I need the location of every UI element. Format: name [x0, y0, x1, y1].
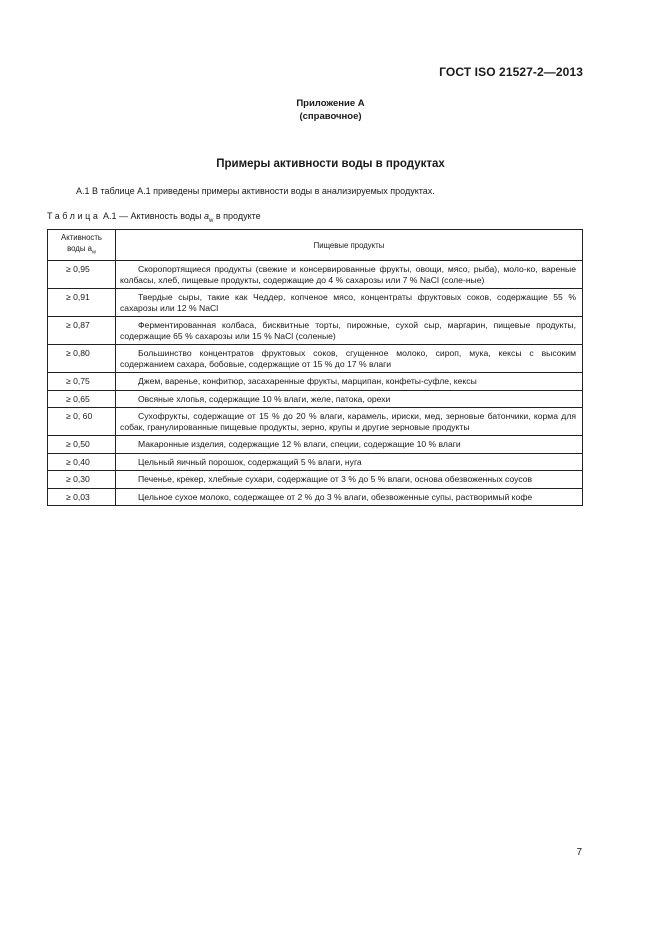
- table-row: [48, 317, 583, 345]
- food-products-cell: Цельное сухое молоко, содержащее от 2 % до 3 % влаги, обезвоженные супы, растворимый кофе: [116, 488, 583, 506]
- table-header-row: [48, 230, 583, 261]
- table-row: [48, 345, 583, 373]
- water-activity-value: ≥ 0,87: [48, 317, 116, 345]
- table-caption-symbol: a: [204, 211, 210, 221]
- table-caption: [47, 211, 261, 224]
- table-row: [48, 289, 583, 317]
- standard-code: ГОСТ ISO 21527-2—2013: [439, 65, 583, 79]
- table-caption-number: А.1 — Активность воды: [103, 211, 202, 221]
- table-row: [48, 453, 583, 471]
- appendix-heading: [0, 97, 661, 123]
- intro-paragraph: А.1 В таблице А.1 приведены примеры активности воды в анализируемых продуктах.: [76, 186, 435, 196]
- table-caption-prefix: Таблица: [47, 211, 101, 221]
- header-food-products: Пищевые продукты: [116, 230, 583, 261]
- section-title: Примеры активности воды в продуктах: [216, 158, 445, 170]
- water-activity-table: [47, 229, 583, 506]
- table-caption-subscript: w: [209, 217, 214, 224]
- water-activity-value: ≥ 0,40: [48, 453, 116, 471]
- table-row: [48, 390, 583, 408]
- appendix-title: Приложение А: [296, 98, 365, 109]
- water-activity-value: ≥ 0,65: [48, 390, 116, 408]
- water-activity-value: ≥ 0,80: [48, 345, 116, 373]
- water-activity-value: ≥ 0,03: [48, 488, 116, 506]
- food-products-cell: Сухофрукты, содержащие от 15 % до 20 % влаги, карамель, ириски, мед, зерновые батончики, корма для собак, гранулированные пищевые продукты, зерно, крупы и другие зерновые продукты: [116, 408, 583, 436]
- header-aw-line1: Активность: [61, 232, 102, 242]
- table-caption-suffix: в продукте: [215, 211, 261, 221]
- food-products-cell: Макаронные изделия, содержащие 12 % влаги, специи, содержащие 10 % влаги: [116, 436, 583, 454]
- table-row: [48, 471, 583, 489]
- food-products-cell: Джем, варенье, конфитюр, засахаренные фрукты, марципан, конфеты-суфле, кексы: [116, 373, 583, 391]
- water-activity-value: ≥ 0,50: [48, 436, 116, 454]
- appendix-type: (справочное): [299, 111, 362, 122]
- food-products-cell: Твердые сыры, такие как Чеддер, копченое мясо, концентраты фруктовых соков, содержащие 55 % сахарозы или 12 % NaCl: [116, 289, 583, 317]
- food-products-cell: Печенье, крекер, хлебные сухари, содержащие от 3 % до 5 % влаги, основа обезвоженных соусов: [116, 471, 583, 489]
- header-aw-line2: воды a: [67, 243, 92, 253]
- water-activity-value: ≥ 0,91: [48, 289, 116, 317]
- food-products-cell: Большинство концентратов фруктовых соков, сгущенное молоко, сироп, мука, кексы с высоким содержанием сахара, бобовые, содержащие от 15 % до 17 % влаги: [116, 345, 583, 373]
- table-body: [48, 261, 583, 506]
- food-products-cell: Цельный яичный порошок, содержащий 5 % влаги, нуга: [116, 453, 583, 471]
- table-row: [48, 408, 583, 436]
- water-activity-value: ≥ 0,75: [48, 373, 116, 391]
- table-row: [48, 488, 583, 506]
- table-row: [48, 373, 583, 391]
- food-products-cell: Скоропортящиеся продукты (свежие и консервированные фрукты, овощи, мясо, рыба), моло-ко, вареные колбасы, хлеб, пищевые продукты, содержащие до 4 % сахарозы или 7 % NaCl (соле-ные): [116, 261, 583, 289]
- water-activity-value: ≥ 0,30: [48, 471, 116, 489]
- page-number: 7: [576, 847, 582, 858]
- table-row: [48, 261, 583, 289]
- table-row: [48, 436, 583, 454]
- water-activity-value: ≥ 0,95: [48, 261, 116, 289]
- header-water-activity: [48, 230, 116, 261]
- water-activity-value: ≥ 0, 60: [48, 408, 116, 436]
- header-aw-subscript: w: [91, 249, 96, 256]
- food-products-cell: Ферментированная колбаса, бисквитные торты, пирожные, сухой сыр, маргарин, пищевые продукты, содержащие 65 % сахарозы или 15 % NaCl (соленые): [116, 317, 583, 345]
- food-products-cell: Овсяные хлопья, содержащие 10 % влаги, желе, патока, орехи: [116, 390, 583, 408]
